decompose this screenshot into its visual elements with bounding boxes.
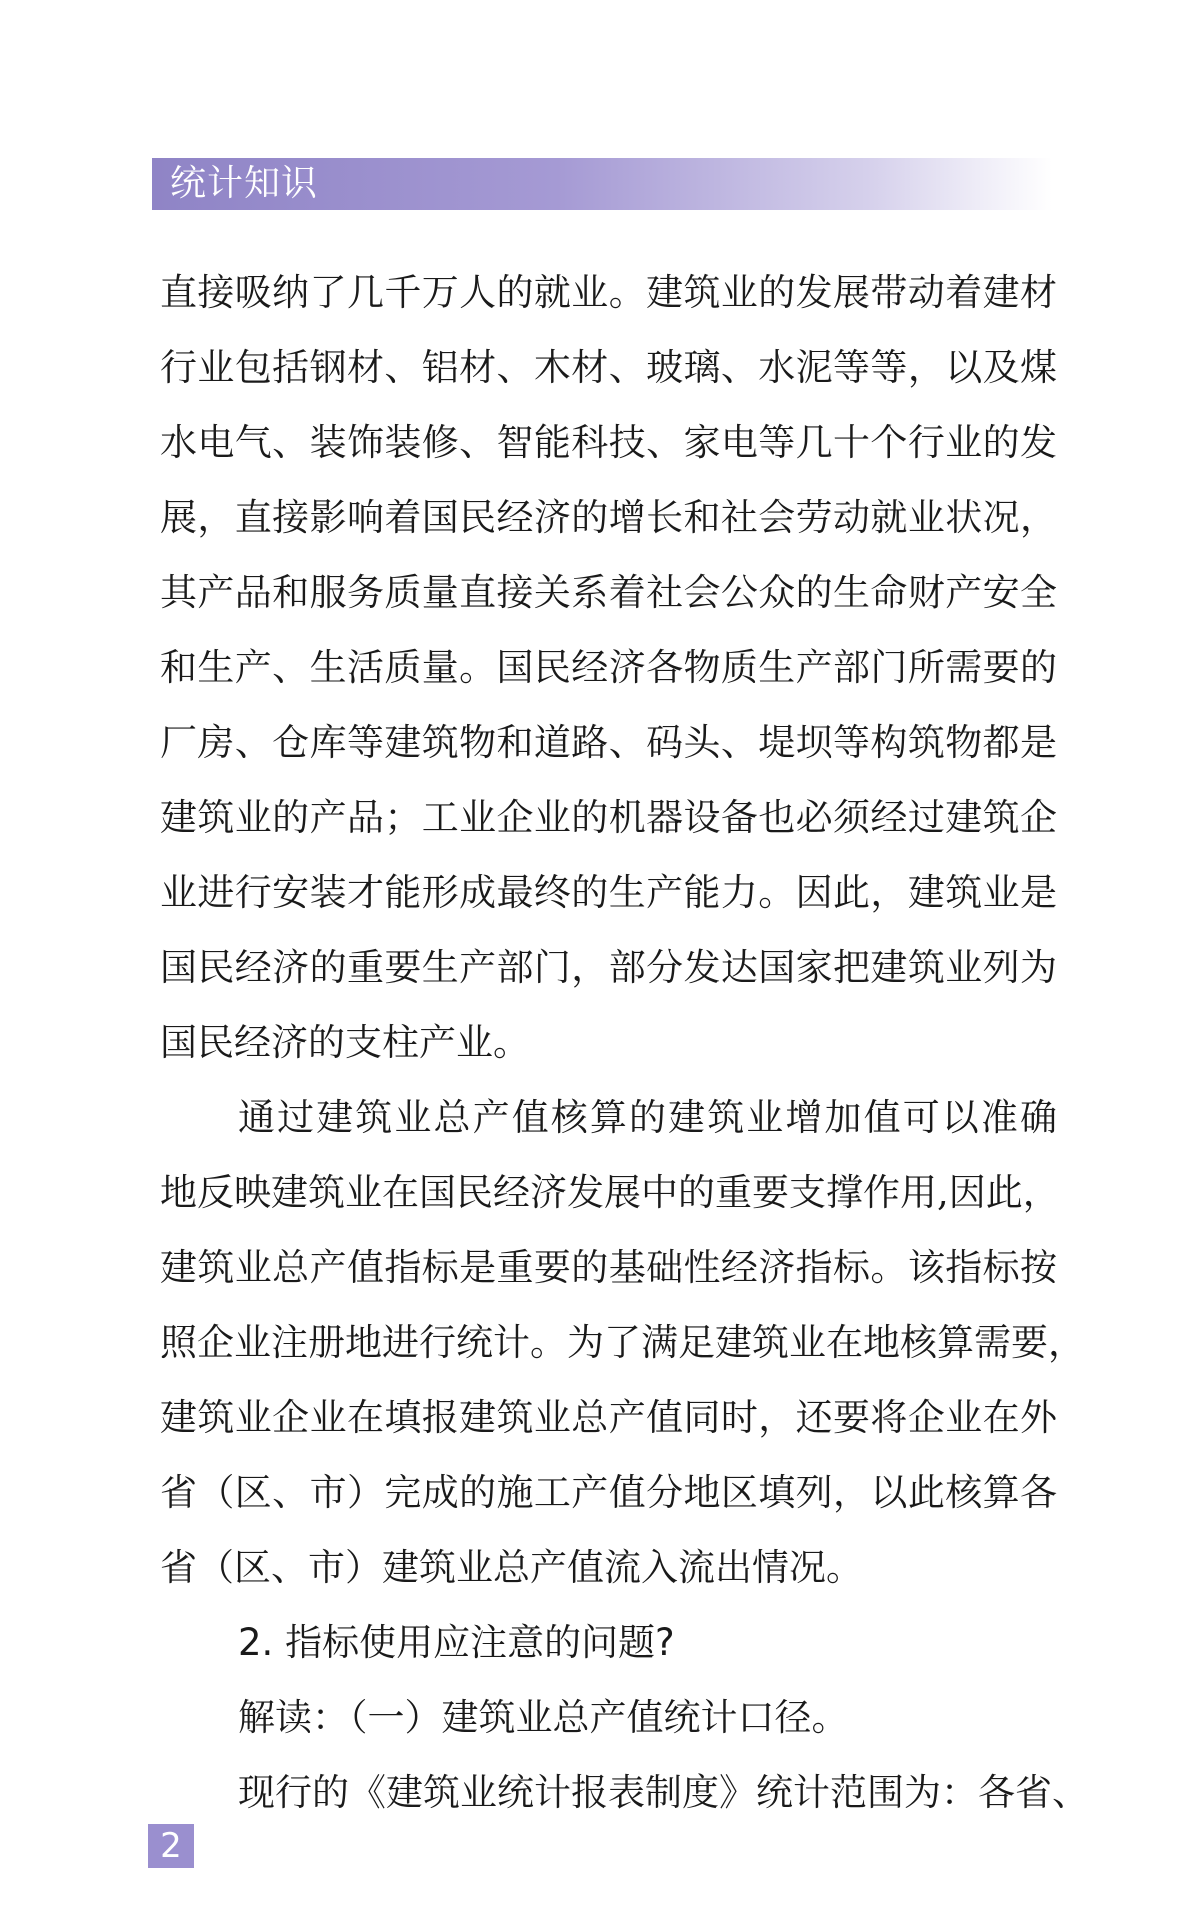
question-heading: 2. 指标使用应注意的问题? [238, 1621, 675, 1664]
text-line: 业进行安装才能形成最终的生产能力。因此，建筑业是 [160, 871, 1057, 914]
text-line: 建筑业企业在填报建筑业总产值同时，还要将企业在外 [160, 1396, 1057, 1439]
text-line: 现行的《建筑业统计报表制度》统计范围为：各省、 [238, 1771, 1089, 1814]
text-line: 解读：（一）建筑业总产值统计口径。 [238, 1696, 849, 1739]
page-number-badge [148, 1824, 194, 1868]
text-line: 厂房、仓库等建筑物和道路、码头、堤坝等构筑物都是 [160, 721, 1057, 764]
text-line: 照企业注册地进行统计。为了满足建筑业在地核算需要， [160, 1321, 1085, 1364]
text-line: 地反映建筑业在国民经济发展中的重要支撑作用,因此， [160, 1171, 1060, 1214]
body-text [160, 255, 1089, 1830]
text-line: 建筑业的产品；工业企业的机器设备也必须经过建筑企 [160, 796, 1057, 839]
page-number: 2 [160, 1826, 182, 1866]
text-line: 通过建筑业总产值核算的建筑业增加值可以准确 [238, 1096, 1057, 1139]
text-line: 国民经济的支柱产业。 [160, 1021, 530, 1064]
text-line: 水电气、装饰装修、智能科技、家电等几十个行业的发 [160, 421, 1057, 464]
text-line: 建筑业总产值指标是重要的基础性经济指标。该指标按 [160, 1246, 1057, 1289]
text-line: 行业包括钢材、铝材、木材、玻璃、水泥等等，以及煤 [160, 346, 1057, 389]
text-line: 展，直接影响着国民经济的增长和社会劳动就业状况， [160, 496, 1057, 539]
text-line: 直接吸纳了几千万人的就业。建筑业的发展带动着建材 [160, 271, 1057, 314]
section-banner [152, 158, 1052, 210]
text-line: 其产品和服务质量直接关系着社会公众的生命财产安全 [160, 571, 1057, 614]
text-line: 省（区、市）完成的施工产值分地区填列，以此核算各 [160, 1471, 1057, 1514]
text-line: 国民经济的重要生产部门，部分发达国家把建筑业列为 [160, 946, 1057, 989]
text-line: 省（区、市）建筑业总产值流入流出情况。 [160, 1546, 863, 1589]
section-title: 统计知识 [170, 163, 319, 204]
text-line: 和生产、生活质量。国民经济各物质生产部门所需要的 [160, 646, 1057, 689]
